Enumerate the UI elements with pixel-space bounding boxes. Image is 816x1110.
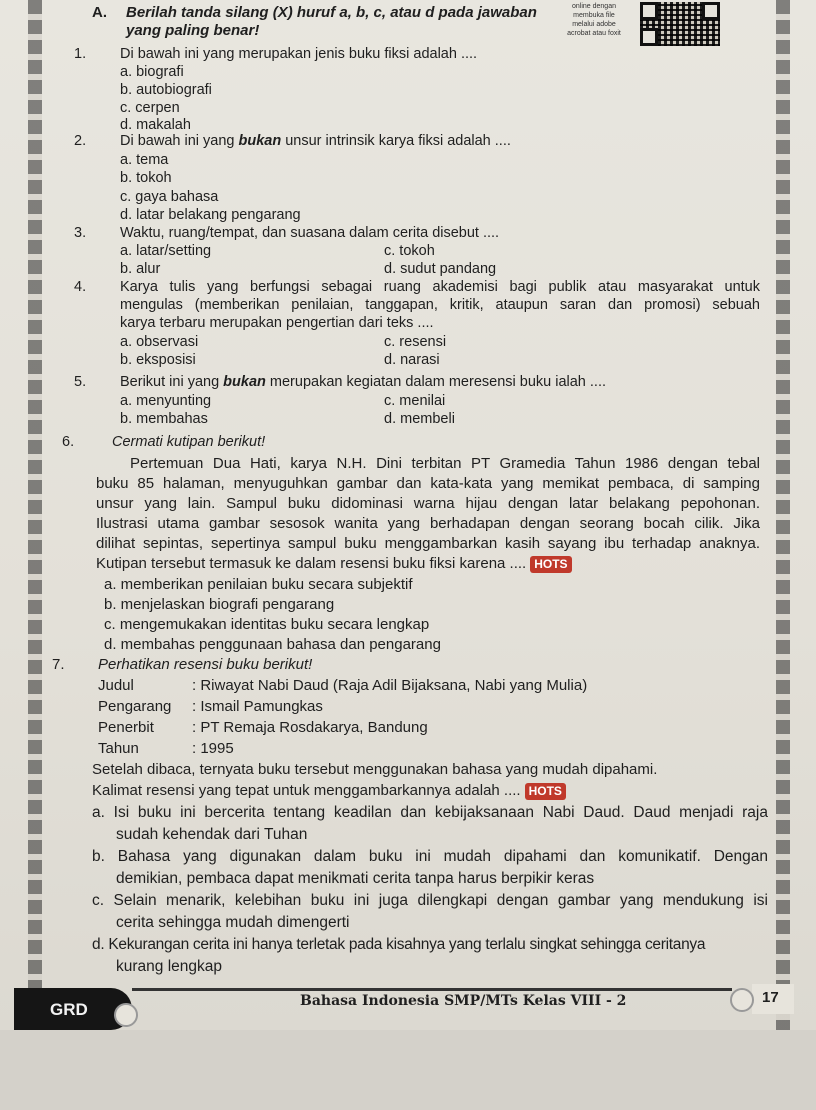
option-d[interactable]: d. Kekurangan cerita ini hanya terletak pada kisahnya yang terlalu singkat sehingga ceritanya: [92, 936, 706, 953]
option-a[interactable]: a. Isi buku ini bercerita tentang keadilan dan kebijaksanaan Nabi Daud. Daud menjadi raja: [92, 804, 768, 821]
option-d[interactable]: d. narasi: [384, 352, 440, 368]
qr-caption-line: online dengan: [572, 3, 616, 10]
info-label: Tahun: [98, 740, 139, 757]
question-text-emphasis: bukan: [223, 374, 266, 390]
info-value: : Ismail Pamungkas: [192, 698, 323, 715]
info-label: Judul: [98, 677, 134, 694]
option-a[interactable]: a. memberikan penilaian buku secara subjektif: [104, 576, 413, 593]
option-c-cont[interactable]: cerita sehingga mudah dimengerti: [116, 914, 350, 931]
option-c[interactable]: c. mengemukakan identitas buku secara lengkap: [104, 616, 430, 633]
hots-badge: HOTS: [525, 783, 566, 800]
question-number: 7.: [52, 656, 65, 673]
option-c[interactable]: c. gaya bahasa: [120, 189, 219, 205]
passage-line: Ilustrasi utama gambar sesosok wanita yang berhadapan dengan seorang bocah cilik. Jika: [96, 515, 760, 532]
option-a-cont[interactable]: sudah kehendak dari Tuhan: [116, 826, 308, 843]
option-a[interactable]: a. observasi: [120, 334, 199, 350]
question-text-emphasis: bukan: [238, 133, 282, 149]
option-b-cont[interactable]: demikian, pembaca dapat menikmati cerita tanpa harus berpikir keras: [116, 870, 595, 887]
option-b[interactable]: b. eksposisi: [120, 352, 196, 368]
qr-corner-icon: [640, 2, 658, 20]
review-body: Setelah dibaca, ternyata buku tersebut menggunakan bahasa yang mudah dipahami.: [92, 761, 658, 778]
option-d-cont[interactable]: kurang lengkap: [116, 958, 222, 975]
info-value: : 1995: [192, 740, 234, 757]
question-number: 2.: [74, 133, 87, 149]
question-text: [120, 133, 511, 149]
question-number: 6.: [62, 434, 75, 450]
question-text-line: mengulas (memberikan penilaian, tanggapan, kritik, ataupun saran dan promosi) sebuah: [120, 297, 760, 313]
passage-line: dilihat sepintas, sepertinya sampul buku menggambarkan kasih sayang ibu terhadap anaknya.: [96, 535, 760, 552]
instruction-line-1: Berilah tanda silang (X) huruf a, b, c, atau d pada jawaban: [126, 4, 537, 21]
option-b[interactable]: b. tokoh: [120, 170, 172, 186]
option-text: a. latar/setting: [120, 243, 212, 259]
option-c[interactable]: c. cerpen: [120, 100, 180, 116]
info-value: : PT Remaja Rosdakarya, Bandung: [192, 719, 428, 736]
spiral-binding-right: [776, 0, 790, 1030]
question-text-part: merupakan kegiatan dalam meresensi buku ialah ....: [265, 374, 607, 390]
question-text-part: unsur intrinsik karya fiksi adalah ....: [281, 133, 511, 149]
question-text: [96, 554, 572, 574]
footer-divider: [132, 988, 732, 991]
passage-line: buku 85 halaman, menyuguhkan gambar dan kata-kata yang memikat pembaca, di samping: [96, 475, 760, 492]
qr-caption-line: acrobat atau foxit: [567, 30, 621, 37]
instruction-line-2: yang paling benar!: [126, 22, 260, 39]
question-number: 1.: [74, 46, 87, 62]
question-text-part: Kalimat resensi yang tepat untuk menggambarkannya adalah ....: [92, 782, 521, 799]
option-d[interactable]: d. makalah: [120, 117, 191, 133]
brand-label: GRD: [50, 1000, 88, 1019]
question-text-part: Berikut ini yang: [120, 374, 224, 390]
option-a[interactable]: [120, 243, 211, 259]
hots-badge: HOTS: [530, 556, 571, 573]
option-b[interactable]: b. menjelaskan biografi pengarang: [104, 596, 335, 613]
info-label: Pengarang: [98, 698, 172, 715]
question-heading: Cermati kutipan berikut!: [112, 434, 266, 450]
section-letter: A.: [92, 4, 107, 21]
question-number: 3.: [74, 225, 87, 241]
question-text-part: Kutipan tersebut termasuk ke dalam resensi buku fiksi karena ....: [96, 555, 527, 572]
qr-code-icon[interactable]: [640, 2, 720, 46]
question-heading: Perhatikan resensi buku berikut!: [98, 656, 313, 673]
circle-ornament-icon: [114, 1003, 138, 1027]
question-text-line: karya terbaru merupakan pengertian dari teks ....: [120, 315, 434, 331]
circle-ornament-icon: [730, 988, 754, 1012]
option-d[interactable]: d. latar belakang pengarang: [120, 207, 301, 223]
qr-caption-line: melalui adobe: [572, 21, 616, 28]
option-c[interactable]: c. menilai: [384, 393, 446, 409]
option-a[interactable]: a. biografi: [120, 64, 184, 80]
option-d[interactable]: d. membeli: [384, 411, 455, 427]
qr-corner-icon: [640, 28, 658, 46]
question-text: Di bawah ini yang merupakan jenis buku fiksi adalah ....: [120, 46, 478, 62]
page-number: 17: [762, 989, 779, 1006]
qr-caption-line: membuka file: [573, 12, 615, 19]
question-text-line: Karya tulis yang berfungsi sebagai ruang akademisi bagi publik atau masyarakat untuk: [120, 279, 760, 295]
option-d[interactable]: d. sudut pandang: [384, 261, 497, 277]
question-text: [120, 374, 606, 390]
passage-line: Pertemuan Dua Hati, karya N.H. Dini terbitan PT Gramedia Tahun 1986 dengan tebal: [130, 455, 760, 472]
page-background-below: [0, 1030, 816, 1110]
option-b[interactable]: b. autobiografi: [120, 82, 212, 98]
option-d[interactable]: d. membahas penggunaan bahasa dan pengarang: [104, 636, 441, 653]
qr-corner-icon: [702, 2, 720, 20]
spiral-binding-left: [28, 0, 42, 1030]
book-title: Bahasa Indonesia SMP/MTs Kelas VIII - 2: [300, 993, 627, 1009]
question-number: 4.: [74, 279, 87, 295]
question-number: 5.: [74, 374, 87, 390]
option-c[interactable]: c. resensi: [384, 334, 447, 350]
qr-caption: [554, 2, 634, 38]
info-label: Penerbit: [98, 719, 154, 736]
passage-line: unsur yang lain. Sampul buku didominasi warna hijau dengan latar belakang pepohonan.: [96, 495, 760, 512]
option-b[interactable]: b. membahas: [120, 411, 208, 427]
question-text: [92, 781, 566, 801]
option-b[interactable]: b. Bahasa yang digunakan dalam buku ini mudah dipahami dan komunikatif. Dengan: [92, 848, 768, 865]
option-b[interactable]: b. alur: [120, 261, 161, 277]
option-c[interactable]: c. Selain menarik, kelebihan buku ini juga dilengkapi dengan gambar yang mendukung isi: [92, 892, 768, 909]
option-a[interactable]: a. menyunting: [120, 393, 212, 409]
question-text: Waktu, ruang/tempat, dan suasana dalam cerita disebut ....: [120, 225, 500, 241]
question-text-part: Di bawah ini yang: [120, 133, 239, 149]
option-c[interactable]: c. tokoh: [384, 243, 435, 259]
info-value: : Riwayat Nabi Daud (Raja Adil Bijaksana, Nabi yang Mulia): [192, 677, 588, 694]
option-a[interactable]: a. tema: [120, 152, 169, 168]
